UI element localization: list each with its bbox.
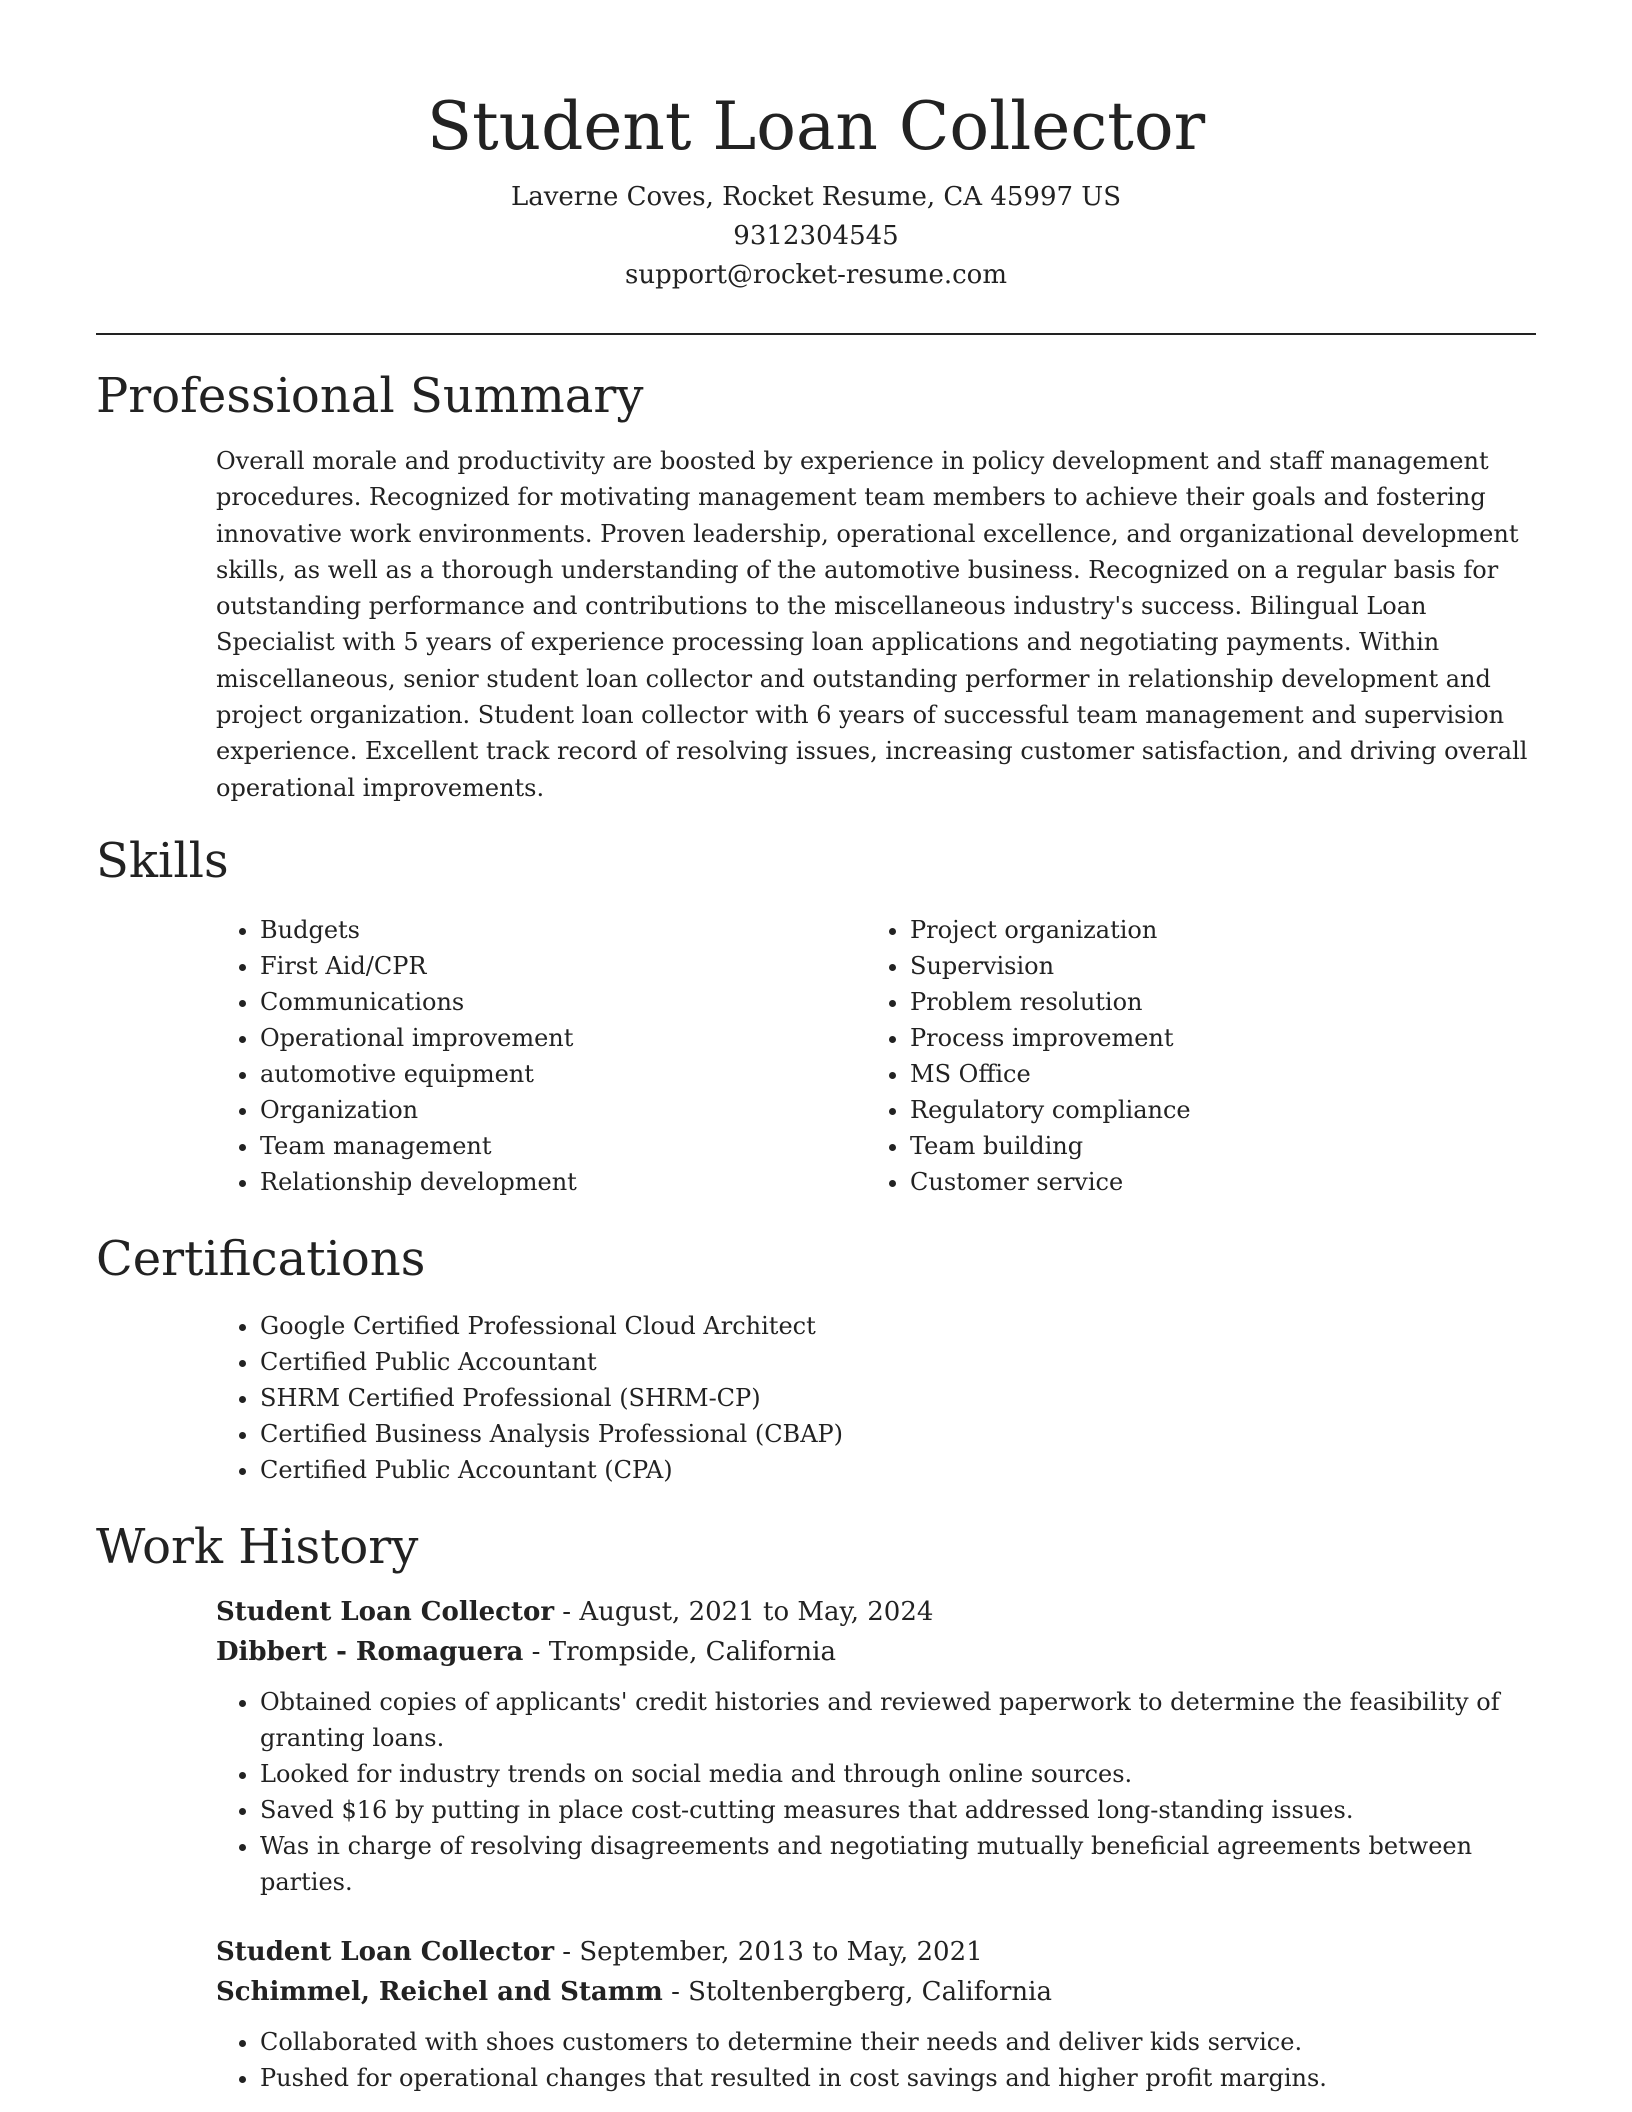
certification-item: • Google Certified Professional Cloud Architect (260, 1308, 1536, 1344)
job-employer: Schimmel, Reichel and Stamm (216, 1976, 663, 2007)
job-bullet: • Saved $16 by putting in place cost-cutting measures that addressed long-standing issues. (260, 1792, 1536, 1828)
job-bullet: • Collaborated with shoes customers to determine their needs and deliver kids service. (260, 2024, 1536, 2060)
skill-item: • First Aid/CPR (260, 948, 866, 984)
separator: - (523, 1636, 549, 1667)
contact-address: Laverne Coves, Rocket Resume, CA 45997 US (510, 182, 1122, 212)
job-employer: Dibbert - Romaguera (216, 1636, 524, 1667)
job-role: Student Loan Collector (216, 1596, 555, 1627)
job-title-line (216, 1592, 1536, 1632)
job-location: Trompside, California (548, 1636, 836, 1667)
job-bullet: • Was in charge of resolving disagreements and negotiating mutually beneficial agreements between parties. (260, 1828, 1536, 1900)
separator: - (554, 1936, 580, 1967)
job-bullets (216, 1684, 1536, 1900)
skill-item: • Budgets (260, 912, 866, 948)
job-employer-line (216, 1632, 1536, 1672)
job-title-line (216, 1932, 1536, 1972)
skill-item: • Project organization (910, 912, 1516, 948)
skills-list-right (866, 912, 1516, 1200)
job-dates: August, 2021 to May, 2024 (579, 1596, 934, 1627)
certifications-list (216, 1308, 1536, 1488)
job-bullet: • Obtained copies of applicants' credit histories and reviewed paperwork to determine the feasibility of granting loans. (260, 1684, 1536, 1756)
skills-grid (216, 912, 1536, 1200)
work-history-heading: Work History (96, 1518, 419, 1575)
summary-section (96, 365, 1536, 806)
certification-item: • Certified Business Analysis Professional (CBAP) (260, 1416, 1536, 1452)
summary-heading: Professional Summary (96, 368, 644, 424)
job-role: Student Loan Collector (216, 1936, 555, 1967)
job-employer-line (216, 1972, 1536, 2012)
resume-header (96, 0, 1536, 295)
skill-item: • Team building (910, 1128, 1516, 1164)
job-location: Stoltenbergberg, California (688, 1976, 1052, 2007)
separator: - (662, 1976, 689, 2007)
skill-item: • Team management (260, 1128, 866, 1164)
skill-item: • Regulatory compliance (910, 1092, 1516, 1128)
summary-text: Overall morale and productivity are boosted by experience in policy development and staff management procedures. Recognized for motivating management team members to achieve their goals and fostering innovative work environments. Proven leadership, operational excellence, and organizational development skills, as well as a thorough understanding of the automotive business. Recognized on a regular basis for outstanding performance and contributions to the miscellaneous industry's success. Bilingual Loan Specialist with 5 years of experience processing loan applications and negotiating payments. Within miscellaneous, senior student loan collector and outstanding performer in relationship development and project organization. Student loan collector with 6 years of successful team management and supervision experience. Excellent track record of resolving issues, increasing customer satisfaction, and driving overall operational improvements. (216, 447, 1528, 802)
skill-item: • MS Office (910, 1056, 1516, 1092)
contact-phone: 9312304545 (733, 221, 899, 251)
skill-item: • Process improvement (910, 1020, 1516, 1056)
skill-item: • Problem resolution (910, 984, 1516, 1020)
skill-item: • Communications (260, 984, 866, 1020)
separator: - (554, 1596, 580, 1627)
job-bullets (216, 2024, 1536, 2096)
certification-item: • SHRM Certified Professional (SHRM-CP) (260, 1380, 1536, 1416)
job-entry (216, 1932, 1536, 2096)
job-bullet: • Looked for industry trends on social media and through online sources. (260, 1756, 1536, 1792)
skill-item: • Customer service (910, 1164, 1516, 1200)
header-divider (96, 333, 1536, 335)
skill-item: • automotive equipment (260, 1056, 866, 1092)
certification-item: • Certified Public Accountant (260, 1344, 1536, 1380)
certifications-heading: Certifications (96, 1230, 426, 1287)
skill-item: • Organization (260, 1092, 866, 1128)
skill-item: • Operational improvement (260, 1020, 866, 1056)
resume-page (96, 0, 1536, 2096)
certifications-section (96, 1228, 1536, 1488)
skill-item: • Relationship development (260, 1164, 866, 1200)
skills-list-left (216, 912, 866, 1200)
job-entry (216, 1592, 1536, 1900)
job-bullet: • Pushed for operational changes that resulted in cost savings and higher profit margins. (260, 2060, 1536, 2096)
skill-item: • Supervision (910, 948, 1516, 984)
job-dates: September, 2013 to May, 2021 (579, 1936, 983, 1967)
skills-heading: Skills (96, 832, 229, 889)
work-history-section (96, 1516, 1536, 2096)
contact-block (96, 178, 1536, 295)
candidate-name: Student Loan Collector (426, 88, 1206, 165)
skills-section (96, 830, 1536, 1200)
certification-item: • Certified Public Accountant (CPA) (260, 1452, 1536, 1488)
contact-email: support@rocket-resume.com (624, 260, 1007, 290)
